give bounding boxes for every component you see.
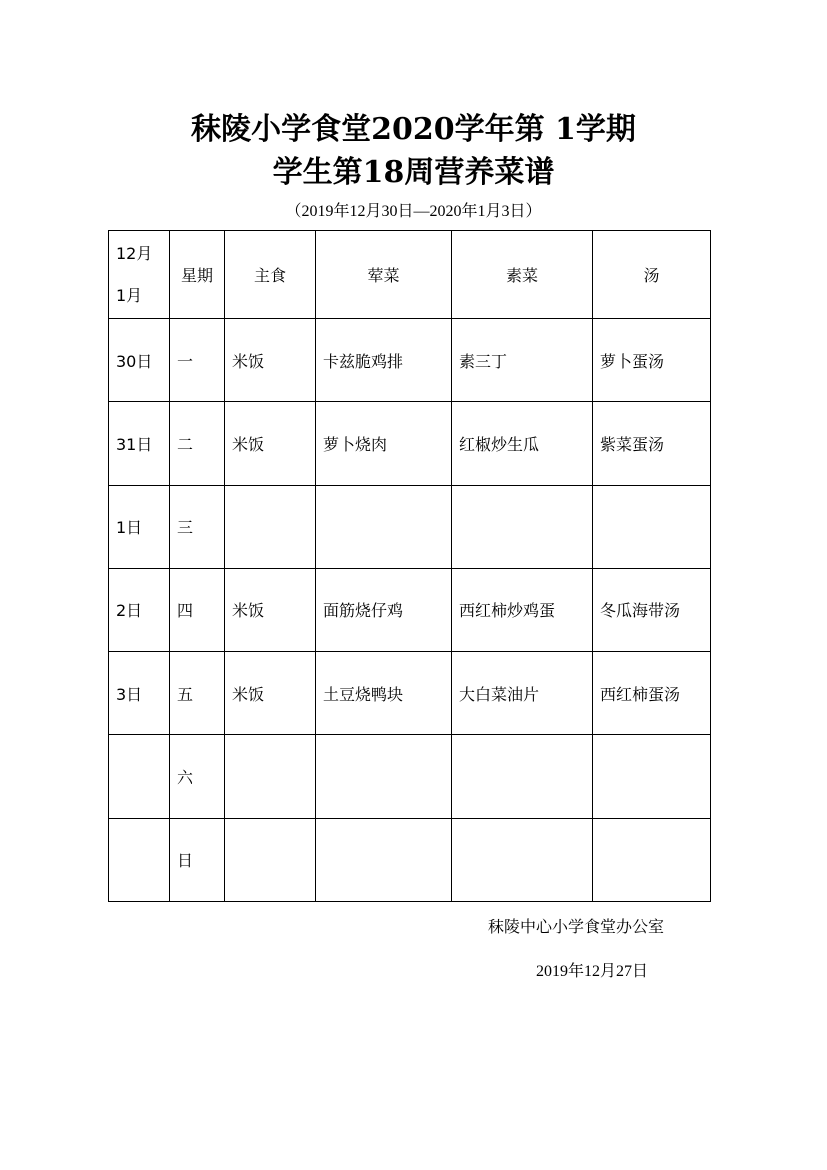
cell-date bbox=[109, 735, 170, 818]
table-row bbox=[109, 485, 711, 568]
table-row bbox=[109, 402, 711, 485]
cell-weekday: 六 bbox=[170, 735, 225, 818]
cell-soup bbox=[593, 818, 711, 901]
header-veg: 素菜 bbox=[452, 231, 593, 319]
header-soup: 汤 bbox=[593, 231, 711, 319]
table-row bbox=[109, 735, 711, 818]
issuing-office: 秣陵中心小学食堂办公室 bbox=[488, 917, 665, 936]
header-month-line2: 1月 bbox=[116, 285, 143, 305]
table-row bbox=[109, 319, 711, 402]
cell-date bbox=[109, 818, 170, 901]
cell-weekday: 二 bbox=[170, 402, 225, 485]
table-row bbox=[109, 818, 711, 901]
cell-staple bbox=[225, 818, 316, 901]
header-month-line1: 12月 bbox=[116, 243, 153, 263]
menu-table bbox=[108, 230, 711, 902]
cell-meat bbox=[316, 735, 452, 818]
document-title-line2: 学生第18周营养菜谱 bbox=[272, 155, 555, 190]
cell-veg: 红椒炒生瓜 bbox=[452, 402, 593, 485]
header-month bbox=[109, 231, 170, 319]
cell-date: 2日 bbox=[109, 568, 170, 651]
cell-soup: 紫菜蛋汤 bbox=[593, 402, 711, 485]
cell-date: 30日 bbox=[109, 319, 170, 402]
cell-veg: 素三丁 bbox=[452, 319, 593, 402]
cell-date: 3日 bbox=[109, 652, 170, 735]
cell-date: 31日 bbox=[109, 402, 170, 485]
header-weekday: 星期 bbox=[170, 231, 225, 319]
cell-veg bbox=[452, 818, 593, 901]
table-header-row bbox=[109, 231, 711, 319]
table-row bbox=[109, 568, 711, 651]
cell-weekday: 日 bbox=[170, 818, 225, 901]
cell-staple bbox=[225, 735, 316, 818]
cell-meat bbox=[316, 818, 452, 901]
cell-soup: 萝卜蛋汤 bbox=[593, 319, 711, 402]
header-meat: 荤菜 bbox=[316, 231, 452, 319]
cell-meat bbox=[316, 485, 452, 568]
cell-date: 1日 bbox=[109, 485, 170, 568]
cell-staple bbox=[225, 485, 316, 568]
cell-staple: 米饭 bbox=[225, 652, 316, 735]
document-title-line1: 秣陵小学食堂2020学年第 1学期 bbox=[191, 112, 636, 147]
cell-weekday: 五 bbox=[170, 652, 225, 735]
cell-soup: 西红柿蛋汤 bbox=[593, 652, 711, 735]
cell-meat: 卡兹脆鸡排 bbox=[316, 319, 452, 402]
cell-meat: 萝卜烧肉 bbox=[316, 402, 452, 485]
cell-veg: 大白菜油片 bbox=[452, 652, 593, 735]
cell-veg: 西红柿炒鸡蛋 bbox=[452, 568, 593, 651]
header-staple: 主食 bbox=[225, 231, 316, 319]
cell-veg bbox=[452, 485, 593, 568]
cell-weekday: 一 bbox=[170, 319, 225, 402]
cell-soup: 冬瓜海带汤 bbox=[593, 568, 711, 651]
cell-soup bbox=[593, 735, 711, 818]
cell-staple: 米饭 bbox=[225, 319, 316, 402]
cell-veg bbox=[452, 735, 593, 818]
table-row bbox=[109, 652, 711, 735]
cell-weekday: 四 bbox=[170, 568, 225, 651]
cell-staple: 米饭 bbox=[225, 568, 316, 651]
cell-soup bbox=[593, 485, 711, 568]
cell-meat: 面筋烧仔鸡 bbox=[316, 568, 452, 651]
issue-date: 2019年12月27日 bbox=[536, 963, 649, 980]
cell-staple: 米饭 bbox=[225, 402, 316, 485]
cell-meat: 土豆烧鸭块 bbox=[316, 652, 452, 735]
date-range: （2019年12月30日—2020年1月3日） bbox=[285, 203, 542, 220]
cell-weekday: 三 bbox=[170, 485, 225, 568]
